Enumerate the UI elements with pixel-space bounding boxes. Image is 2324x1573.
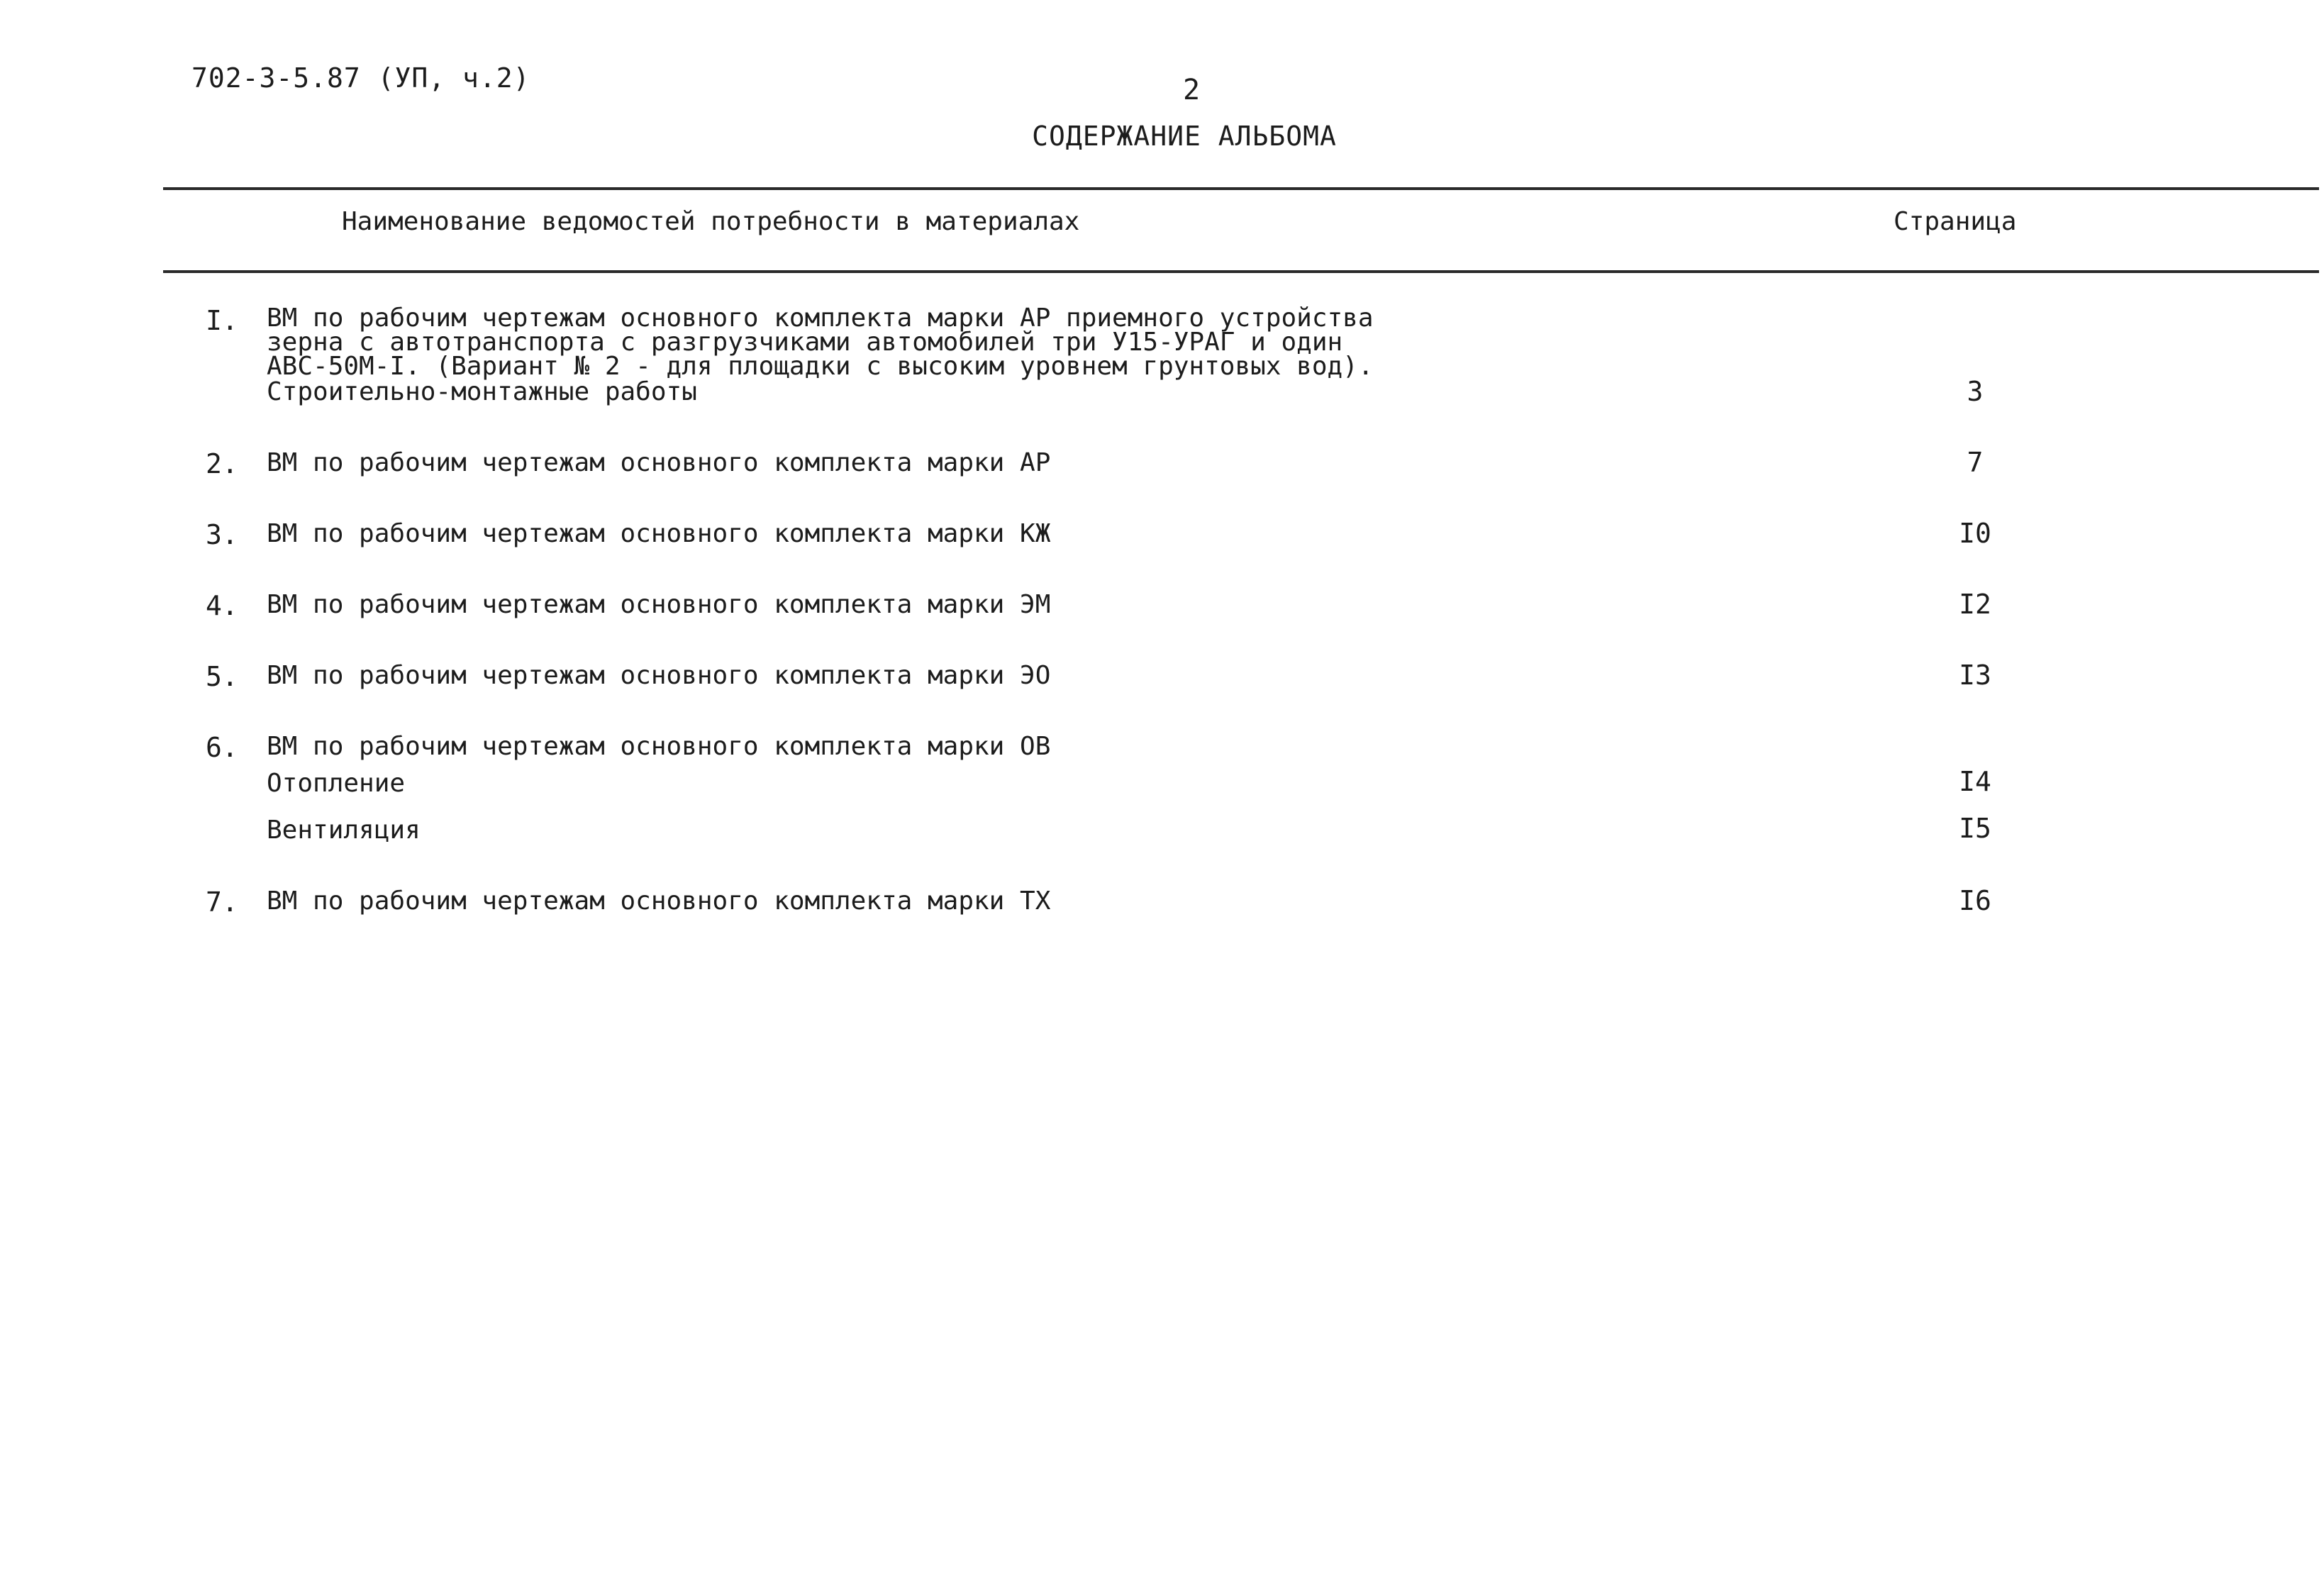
item-page: I2 <box>1959 589 1991 620</box>
item-text-line: Строительно-монтажные работы <box>267 377 697 406</box>
table-header-rule <box>163 270 2319 273</box>
item-text-line: зерна с автотранспорта с разгрузчиками автомобилей три У15-УРАГ и один <box>267 328 1343 357</box>
item-page: 3 <box>1967 376 1984 407</box>
item-text-line: ВМ по рабочим чертежам основного комплекта марки АР приемного устройства <box>267 304 1374 333</box>
item-number: 2. <box>206 448 238 479</box>
item-page: I6 <box>1959 885 1991 916</box>
column-header-name: Наименование ведомостей потребности в материалах <box>342 207 1080 236</box>
item-page: I0 <box>1959 518 1991 549</box>
item-number: 3. <box>206 519 238 550</box>
document-code: 702-3-5.87 (УП, ч.2) <box>191 62 530 94</box>
item-text: ВМ по рабочим чертежам основного комплекта марки ОВ <box>267 732 1051 761</box>
item-number: 4. <box>206 590 238 621</box>
table-top-rule <box>163 187 2319 190</box>
item-text: ВМ по рабочим чертежам основного комплекта марки ТХ <box>267 886 1051 916</box>
item-text: ВМ по рабочим чертежам основного комплекта марки АР <box>267 448 1051 477</box>
sub-item-page: I4 <box>1959 766 1991 797</box>
item-number: 7. <box>206 886 238 918</box>
sub-item-heating: Отопление <box>267 769 406 798</box>
item-number: 6. <box>206 732 238 763</box>
sub-item-page: I5 <box>1959 813 1991 844</box>
item-page: 7 <box>1967 447 1984 478</box>
column-header-page: Страница <box>1894 207 2017 236</box>
item-number: 5. <box>206 661 238 692</box>
item-text-line: АВС-50М-I. (Вариант № 2 - для площадки с высоким уровнем грунтовых вод). <box>267 352 1374 381</box>
album-title: СОДЕРЖАНИЕ АЛЬБОМА <box>1032 121 1337 152</box>
item-text: ВМ по рабочим чертежам основного комплекта марки ЭМ <box>267 590 1051 619</box>
item-text: ВМ по рабочим чертежам основного комплекта марки ЭО <box>267 661 1051 690</box>
item-number: I. <box>206 305 238 336</box>
sub-item-ventilation: Вентиляция <box>267 816 421 845</box>
item-text: ВМ по рабочим чертежам основного комплекта марки КЖ <box>267 519 1051 548</box>
page-number: 2 <box>1182 74 1201 106</box>
item-page: I3 <box>1959 660 1991 691</box>
